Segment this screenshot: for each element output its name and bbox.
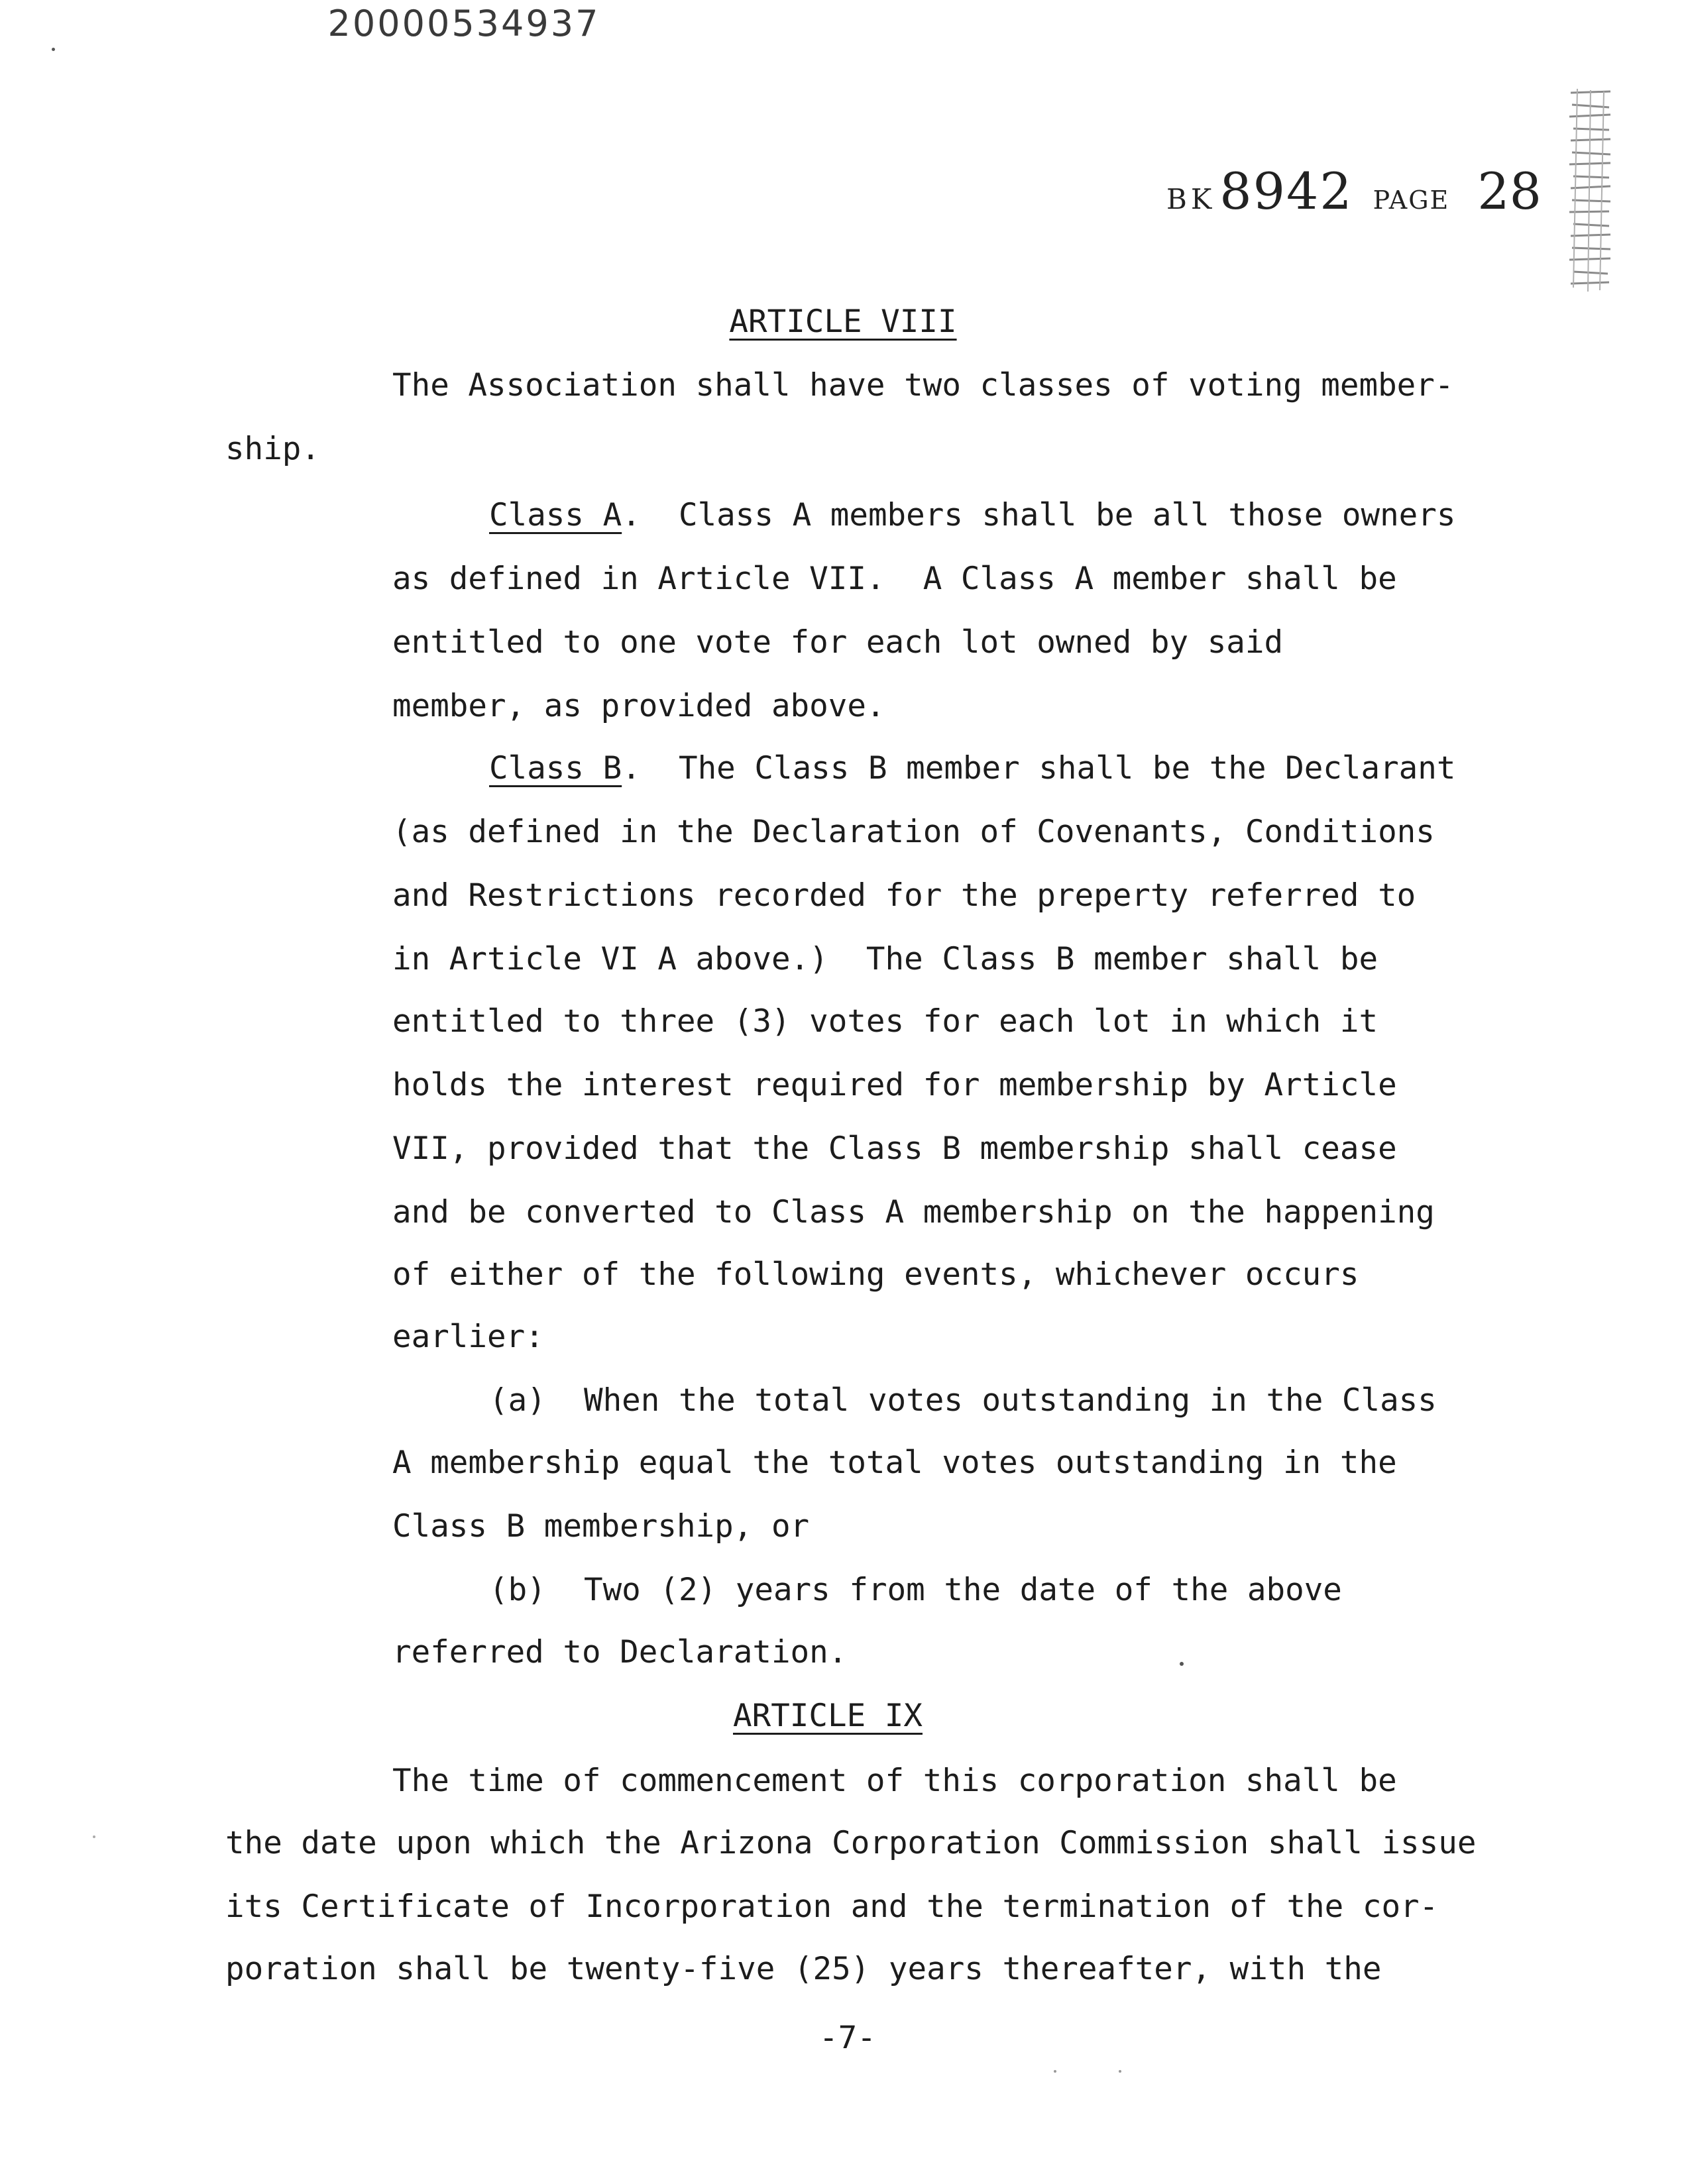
class-b-text-line: VII, provided that the Class B membership shall cease xyxy=(392,1130,1397,1167)
class-a-text-line: entitled to one vote for each lot owned by said xyxy=(392,624,1284,661)
scan-speck xyxy=(1180,1662,1184,1666)
class-b-text: . The Class B member shall be the Declarant xyxy=(622,750,1456,787)
item-b-text-line: referred to Declaration. xyxy=(392,1634,848,1670)
item-a-text-line: (a) When the total votes outstanding in the Class xyxy=(489,1382,1437,1419)
item-b-text-line: (b) Two (2) years from the date of the above xyxy=(489,1572,1342,1608)
class-b-text-line: and Restrictions recorded for the preperty referred to xyxy=(392,877,1416,914)
page-number: 28 xyxy=(1477,162,1542,221)
article-ix-text-line: its Certificate of Incorporation and the termination of the cor- xyxy=(225,1888,1439,1925)
class-b-text-line: earlier: xyxy=(392,1319,544,1355)
page-label: PAGE xyxy=(1373,186,1450,215)
class-a-paragraph-first-line xyxy=(489,497,1455,534)
article-ix-text-line: poration shall be twenty-five (25) years thereafter, with the xyxy=(225,1951,1382,1987)
article-viii-heading: ARTICLE VIII xyxy=(729,303,957,340)
class-b-text-line: and be converted to Class A membership on the happening xyxy=(392,1194,1435,1230)
class-a-text-line: as defined in Article VII. A Class A member shall be xyxy=(392,561,1397,597)
scan-speck xyxy=(93,1835,95,1838)
article-ix-text-line: the date upon which the Arizona Corporation Commission shall issue xyxy=(225,1825,1477,1861)
class-a-text: . Class A members shall be all those owners xyxy=(622,497,1456,533)
recording-stamp-icon xyxy=(1564,86,1617,298)
scan-speck xyxy=(52,48,55,51)
class-b-paragraph-first-line xyxy=(489,750,1455,787)
class-a-text-line: member, as provided above. xyxy=(392,688,885,724)
book-page-reference xyxy=(1166,162,1542,221)
scan-speck xyxy=(1054,2070,1056,2073)
page-marker: -7- xyxy=(819,2020,876,2056)
class-b-text-line: in Article VI A above.) The Class B member shall be xyxy=(392,941,1378,977)
class-a-label: Class A xyxy=(489,497,622,533)
article-ix-text-line: The time of commencement of this corporation shall be xyxy=(392,1763,1397,1799)
document-number: 20000534937 xyxy=(327,3,600,44)
scan-speck xyxy=(1119,2070,1121,2073)
article-ix-heading: ARTICLE IX xyxy=(733,1698,923,1734)
article-viii-text-line: The Association shall have two classes of voting member- xyxy=(392,367,1454,404)
item-a-text-line: Class B membership, or xyxy=(392,1508,810,1545)
class-b-text-line: holds the interest required for membership by Article xyxy=(392,1067,1397,1103)
book-number: 8942 xyxy=(1219,162,1353,221)
article-viii-text-line: ship. xyxy=(225,431,320,467)
class-b-label: Class B xyxy=(489,750,622,787)
class-b-text-line: of either of the following events, whichever occurs xyxy=(392,1256,1359,1293)
item-a-text-line: A membership equal the total votes outstanding in the xyxy=(392,1445,1397,1481)
class-b-text-line: entitled to three (3) votes for each lot in which it xyxy=(392,1003,1378,1040)
class-b-text-line: (as defined in the Declaration of Covenants, Conditions xyxy=(392,814,1435,850)
book-label: BK xyxy=(1166,183,1216,215)
